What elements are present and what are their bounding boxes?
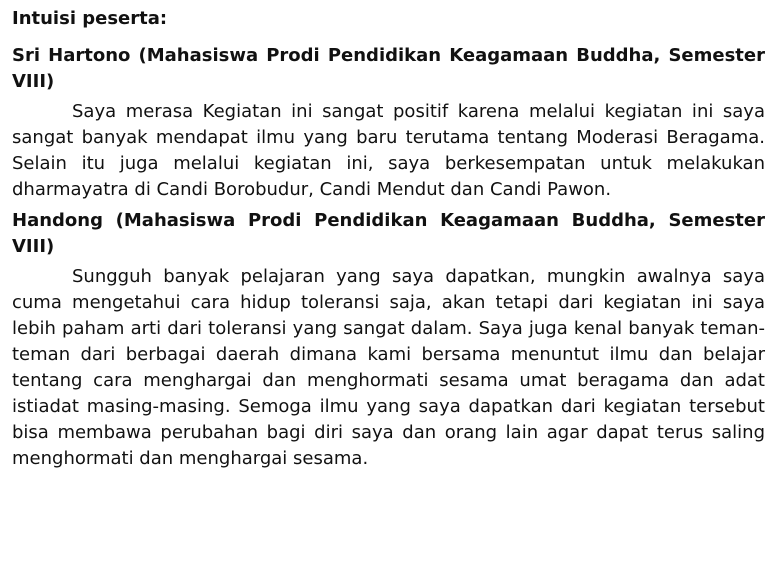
participant-heading: Sri Hartono (Mahasiswa Prodi Pendidikan Keagamaan Buddha, Semester VIII): [12, 45, 765, 92]
testimonial-paragraph: Sungguh banyak pelajaran yang saya dapatkan, mungkin awalnya saya cuma mengetahui cara hidup toleransi saja, akan tetapi dari kegiatan ini saya lebih paham arti dari toleransi yang sangat dalam. Saya juga kenal banyak teman-teman dari berbagai daerah dimana kami bersama menuntut ilmu dan belajar tentang cara menghargai dan menghormati sesama umat beragama dan adat istiadat masing-masing. Semoga ilmu yang saya dapatkan dari kegiatan tersebut bisa membawa perubahan bagi diri saya dan orang lain agar dapat terus saling menghormati dan menghargai sesama.: [12, 266, 765, 469]
document-title: Intuisi peserta:: [12, 8, 168, 29]
testimonial-section-2: [12, 208, 765, 472]
testimonial-paragraph: Saya merasa Kegiatan ini sangat positif karena melalui kegiatan ini saya sangat banyak mendapat ilmu yang baru terutama tentang Moderasi Beragama. Selain itu juga melalui kegiatan ini, saya berkesempatan untuk melakukan dharmayatra di Candi Borobudur, Candi Mendut dan Candi Pawon.: [12, 101, 765, 200]
testimonial-section-1: [12, 43, 765, 203]
participant-heading: Handong (Mahasiswa Prodi Pendidikan Keagamaan Buddha, Semester VIII): [12, 210, 765, 257]
